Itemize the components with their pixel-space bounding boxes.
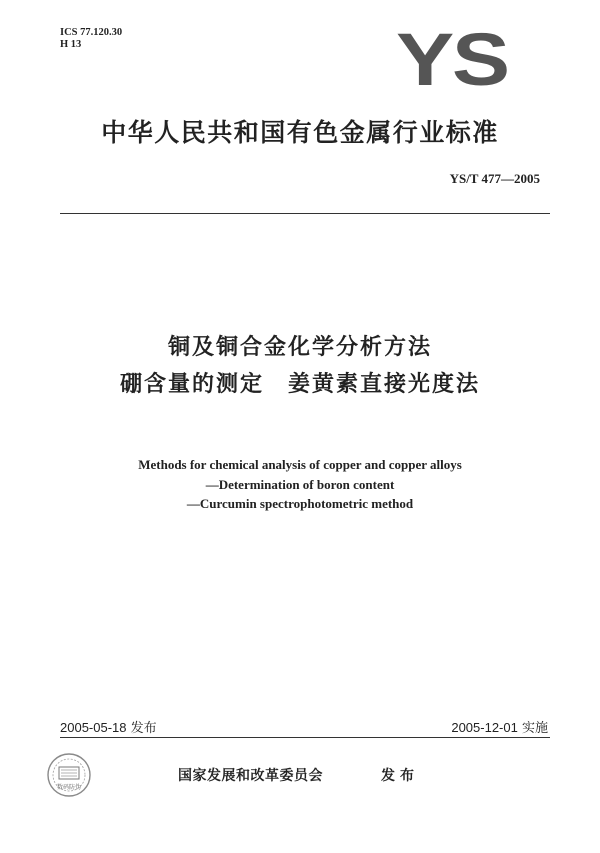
issue-date: 2005-05-18: [60, 720, 127, 735]
ics-code: ICS 77.120.30: [60, 27, 123, 38]
implement-date-line: [451, 717, 548, 736]
standard-organization: 中华人民共和国有色金属行业标准: [101, 118, 499, 147]
ys-logo: YS: [396, 18, 508, 101]
svg-text:数码防伪: 数码防伪: [56, 784, 82, 791]
footer-divider: [60, 737, 550, 738]
title-cn-line1: 铜及铜合金化学分析方法: [167, 335, 432, 360]
title-en-line1: Methods for chemical analysis of copper and copper alloys: [138, 457, 462, 472]
issuing-authority: 国家发展和改革委员会: [178, 768, 323, 784]
standard-number: YS/T 477—2005: [449, 171, 540, 186]
ccs-code: H 13: [60, 39, 82, 50]
classification-codes: [60, 27, 122, 51]
implement-date-label: 实施: [521, 721, 548, 736]
title-en-line2: —Determination of boron content: [205, 477, 395, 492]
implement-date: 2005-12-01: [451, 720, 518, 735]
anti-counterfeit-seal-icon: [46, 752, 92, 798]
issue-date-label: 发布: [130, 721, 157, 736]
issue-word: 发布: [381, 768, 419, 784]
header-divider: [60, 213, 550, 214]
title-en-line3: —Curcumin spectrophotometric method: [186, 496, 414, 511]
title-cn-line2: 硼含量的测定 姜黄素直接光度法: [119, 372, 480, 397]
issue-date-line: [60, 717, 157, 736]
